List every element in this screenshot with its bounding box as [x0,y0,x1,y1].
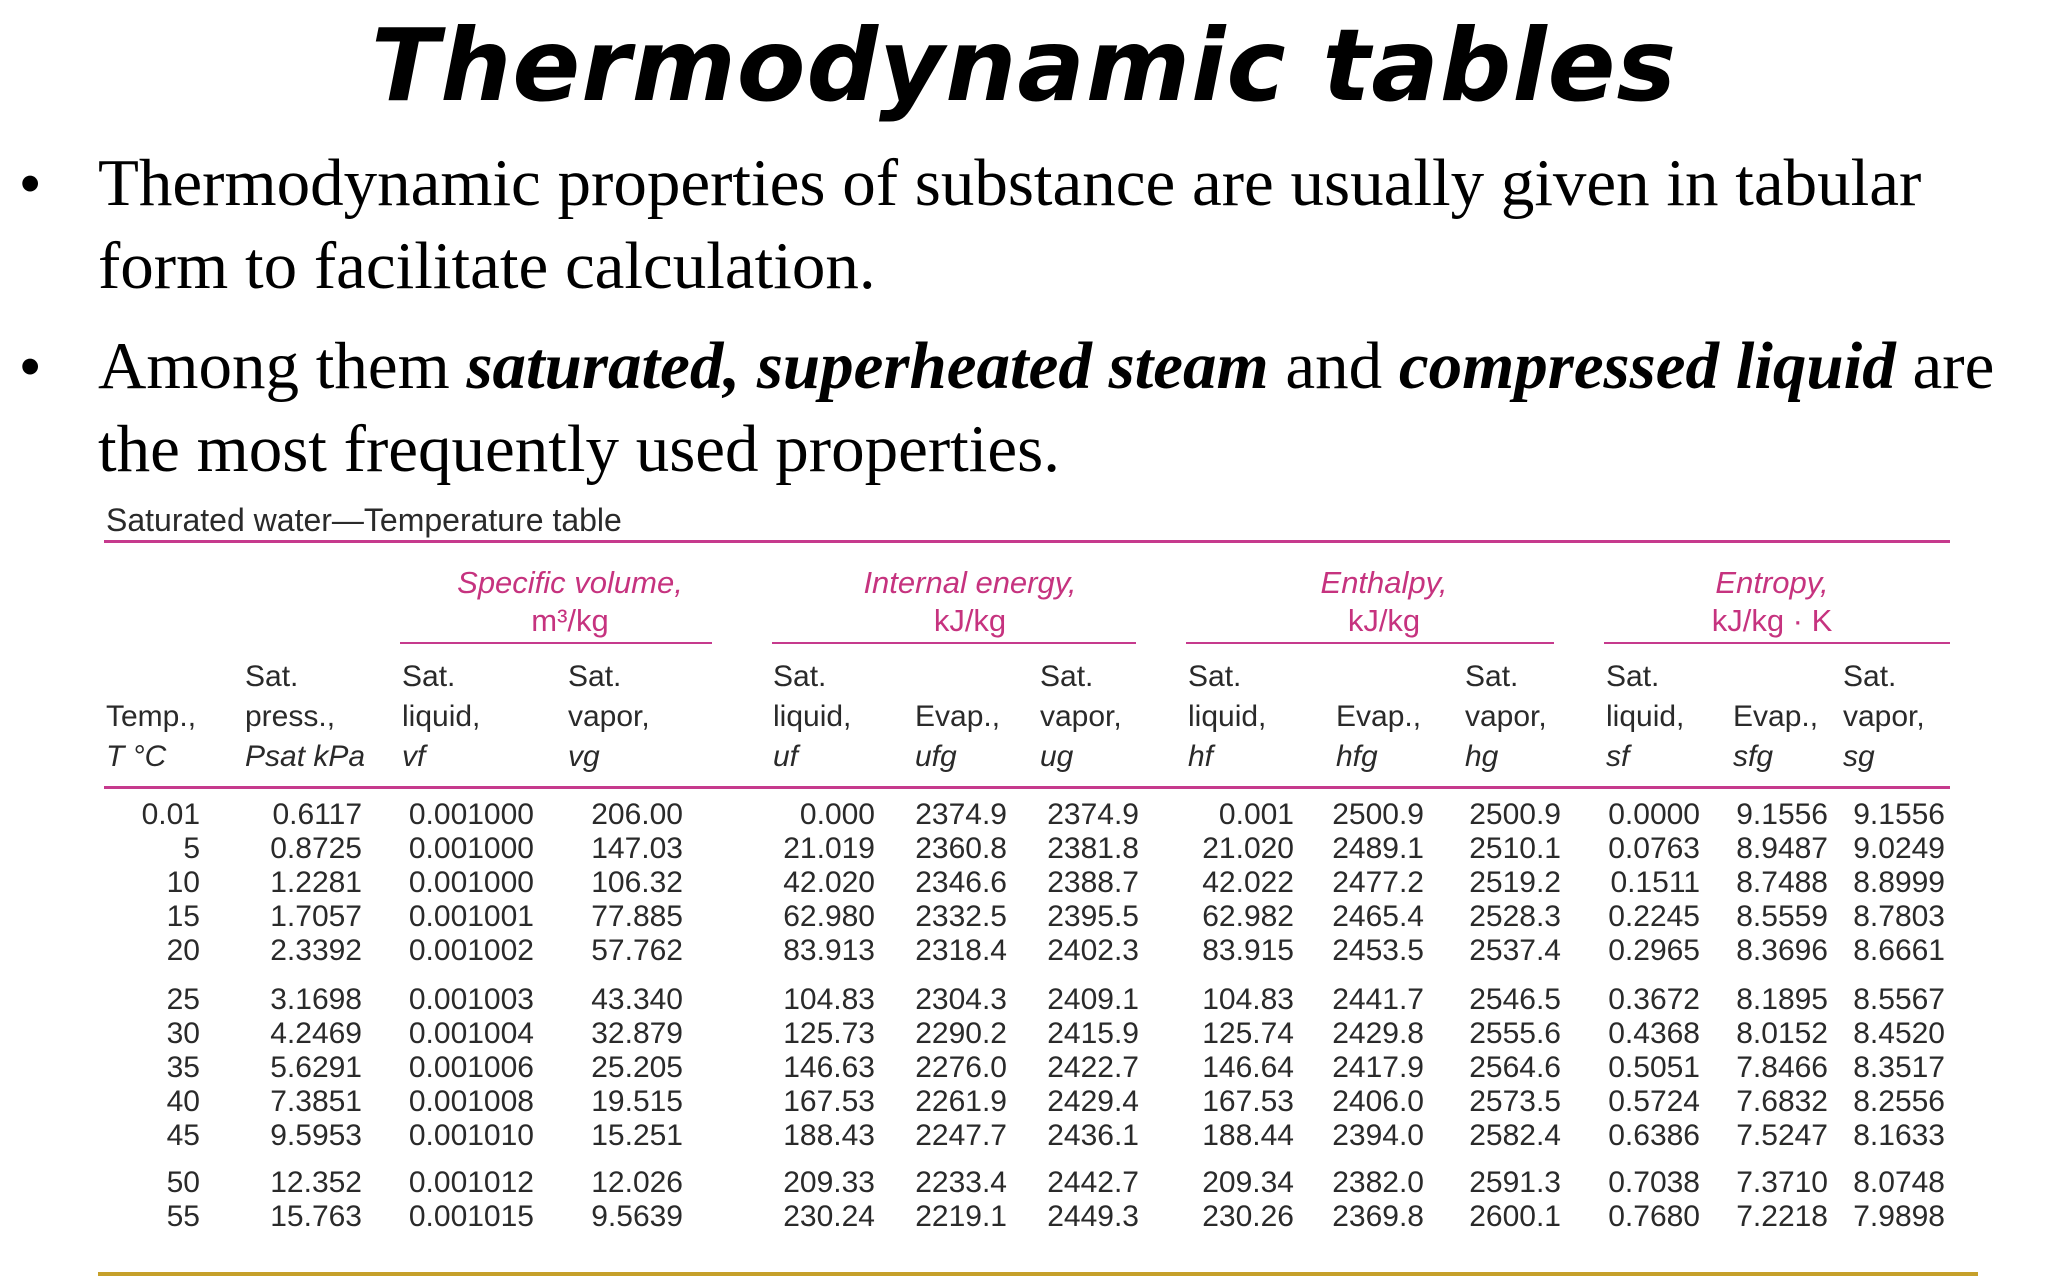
column-header-line: vapor, [1465,700,1547,733]
table-cell: 0.1511 [1610,866,1700,899]
column-header-line: vf [402,740,426,773]
column-header-line: vapor, [568,700,650,733]
group-header-unit: m³/kg [531,603,609,638]
column-header [1465,657,1547,777]
table-cell: 0.01 [141,798,200,831]
table-cell: 2369.8 [1332,1200,1424,1233]
column-header-line: Evap., [915,700,1001,733]
table-cell: 0.4368 [1608,1017,1700,1050]
column-header-line: vg [568,740,600,773]
table-cell: 21.020 [1202,832,1294,865]
table-cell: 8.0748 [1853,1166,1945,1199]
table-cell: 0.0000 [1608,798,1700,831]
column-header [1733,657,1818,777]
table-row [0,1085,1945,1119]
table-cell: 2318.4 [915,934,1007,967]
table-row [0,866,1945,900]
table-row [0,900,1945,934]
table-cell: 2453.5 [1332,934,1424,967]
table-cell: 167.53 [783,1085,875,1118]
column-header-line: Sat. [1465,660,1519,693]
column-header [568,657,650,777]
column-header-line: hf [1188,740,1214,773]
table-cell: 83.915 [1202,934,1294,967]
table-cell: 7.3710 [1736,1166,1828,1199]
table-cell: 1.7057 [270,900,362,933]
table-cell: 2276.0 [915,1051,1007,1084]
column-header-line: liquid, [402,700,481,733]
table-cell: 2489.1 [1332,832,1424,865]
bullet-1 [20,142,2010,308]
table-cell: 206.00 [591,798,683,831]
bullet-dot: • [20,151,41,216]
table-cell: 10 [166,866,200,899]
table-cell: 7.9898 [1853,1200,1945,1233]
table-cell: 40 [166,1085,200,1118]
table-cell: 2546.5 [1469,983,1561,1016]
table-cell: 0.001000 [408,866,534,899]
table-cell: 0.7038 [1608,1166,1700,1199]
table-cell: 2360.8 [915,832,1007,865]
table-row [0,934,1945,968]
table-cell: 0.001002 [408,934,534,967]
column-header [1606,657,1684,777]
group-rule-internal-energy [772,642,1136,644]
column-header-line: Sat. [1843,660,1897,693]
column-header [773,657,851,777]
column-header-line [915,657,1000,697]
column-header-line: sfg [1733,740,1774,773]
column-header [1188,657,1266,777]
table-cell: 8.3517 [1853,1051,1945,1084]
table-cell: 5 [183,832,200,865]
table-cell: 8.9487 [1736,832,1828,865]
column-header-line: Sat. [1040,660,1094,693]
table-cell: 0.5724 [1608,1085,1700,1118]
table-cell: 15.763 [270,1200,362,1233]
table-cell: 57.762 [591,934,683,967]
table-cell: 230.24 [783,1200,875,1233]
table-cell: 8.2556 [1853,1085,1945,1118]
table-cell: 2528.3 [1469,900,1561,933]
table-cell: 2374.9 [1047,798,1139,831]
group-header-enthalpy [1184,564,1584,640]
table-cell: 7.8466 [1736,1051,1828,1084]
table-cell: 19.515 [591,1085,683,1118]
table-cell: 2510.1 [1469,832,1561,865]
column-header [1336,657,1421,777]
table-cell: 8.4520 [1853,1017,1945,1050]
table-cell: 0.5051 [1608,1051,1700,1084]
table-cell: 8.1895 [1736,983,1828,1016]
table-cell: 62.980 [783,900,875,933]
column-header-line: T °C [106,740,167,773]
table-cell: 2406.0 [1332,1085,1424,1118]
table-cell: 188.44 [1202,1119,1294,1152]
table-cell: 2382.0 [1332,1166,1424,1199]
column-header-line: uf [773,740,799,773]
table-row [0,1119,1945,1153]
table-cell: 2247.7 [915,1119,1007,1152]
table-cell: 2261.9 [915,1085,1007,1118]
table-cell: 0.6117 [272,798,362,831]
table-cell: 8.3696 [1736,934,1828,967]
group-rule-entropy [1604,642,1950,644]
table-cell: 15 [166,900,200,933]
table-cell: 0.001010 [408,1119,534,1152]
table-cell: 0.001004 [408,1017,534,1050]
table-cell: 35 [166,1051,200,1084]
column-header-line: liquid, [1606,700,1685,733]
table-cell: 77.885 [591,900,683,933]
table-cell: 0.001012 [408,1166,534,1199]
table-cell: 2304.3 [915,983,1007,1016]
table-cell: 8.1633 [1853,1119,1945,1152]
table-cell: 2600.1 [1469,1200,1561,1233]
table-cell: 9.5639 [591,1200,683,1233]
table-cell: 2449.3 [1047,1200,1139,1233]
table-cell: 15.251 [591,1119,683,1152]
table-cell: 7.2218 [1736,1200,1828,1233]
table-cell: 2582.4 [1469,1119,1561,1152]
table-cell: 2388.7 [1047,866,1139,899]
table-row [0,983,1945,1017]
table-cell: 0.0763 [1608,832,1700,865]
bullet-2 [20,325,2010,491]
table-cell: 0.001003 [408,983,534,1016]
table-top-rule [104,540,1950,543]
table-cell: 8.8999 [1853,866,1945,899]
table-cell: 0.6386 [1608,1119,1700,1152]
table-cell: 45 [166,1119,200,1152]
column-header-line: liquid, [1188,700,1267,733]
table-cell: 25.205 [591,1051,683,1084]
table-cell: 2409.1 [1047,983,1139,1016]
table-cell: 2537.4 [1469,934,1561,967]
column-header-line [1733,657,1818,697]
column-header-line: Evap., [1733,700,1819,733]
table-cell: 8.5559 [1736,900,1828,933]
table-cell: 8.7803 [1853,900,1945,933]
table-cell: 55 [166,1200,200,1233]
group-header-name: Enthalpy, [1320,565,1448,600]
table-cell: 104.83 [783,983,875,1016]
table-cell: 125.74 [1202,1017,1294,1050]
table-cell: 12.352 [270,1166,362,1199]
table-cell: 9.1556 [1736,798,1828,831]
column-header-line: ug [1040,740,1074,773]
table-cell: 7.6832 [1736,1085,1828,1118]
group-rule-specific-volume [400,642,712,644]
table-cell: 0.001000 [408,832,534,865]
table-cell: 43.340 [591,983,683,1016]
table-cell: 2465.4 [1332,900,1424,933]
table-cell: 209.33 [783,1166,875,1199]
group-header-unit: kJ/kg [933,603,1007,638]
table-cell: 2429.8 [1332,1017,1424,1050]
table-cell: 83.913 [783,934,875,967]
table-cell: 2555.6 [1469,1017,1561,1050]
table-cell: 42.020 [783,866,875,899]
table-cell: 2429.4 [1047,1085,1139,1118]
table-cell: 0.001006 [408,1051,534,1084]
table-cell: 32.879 [591,1017,683,1050]
bullet-dot: • [20,334,41,399]
bullet-1-text: Thermodynamic properties of substance are usually given in tabular form to facilitate calculation. [98,146,1922,303]
table-cell: 0.2965 [1608,934,1700,967]
table-cell: 104.83 [1202,983,1294,1016]
column-header-line: Sat. [568,660,622,693]
table-cell: 8.7488 [1736,866,1828,899]
bullet-2-text [98,325,2010,491]
table-cell: 2500.9 [1332,798,1424,831]
table-cell: 2442.7 [1047,1166,1139,1199]
column-header-line: liquid, [773,700,852,733]
column-header-line: press., [245,700,336,733]
column-header-line: vapor, [1843,700,1925,733]
column-header-line: sf [1606,740,1630,773]
column-header-line: Temp., [106,700,197,733]
table-row [0,832,1945,866]
column-header-line: ufg [915,740,957,773]
column-header-line: hg [1465,740,1499,773]
column-header-line: sg [1843,740,1875,773]
table-cell: 2519.2 [1469,866,1561,899]
group-header-name: Specific volume, [457,565,683,600]
table-cell: 2441.7 [1332,983,1424,1016]
bullet-2-emphasis-2: compressed liquid [1398,329,1896,403]
table-cell: 42.022 [1202,866,1294,899]
bullet-2-mid: and [1268,329,1399,403]
table-row [0,1166,1945,1200]
column-header [106,657,196,777]
table-cell: 188.43 [783,1119,875,1152]
table-cell: 2500.9 [1469,798,1561,831]
table-row [0,1017,1945,1051]
table-cell: 8.5567 [1853,983,1945,1016]
table-cell: 2233.4 [915,1166,1007,1199]
table-cell: 0.001001 [408,900,534,933]
table-cell: 0.001008 [408,1085,534,1118]
slide-bottom-rule [98,1272,1978,1276]
table-cell: 2573.5 [1469,1085,1561,1118]
column-header-line: vapor, [1040,700,1122,733]
slide-title: Thermodynamic tables [371,7,1677,124]
table-cell: 7.5247 [1736,1119,1828,1152]
table-cell: 2290.2 [915,1017,1007,1050]
table-cell: 25 [166,983,200,1016]
table-cell: 0.001000 [408,798,534,831]
column-header-line: Evap., [1336,700,1422,733]
table-cell: 9.0249 [1853,832,1945,865]
column-header [245,657,365,777]
column-header-line: Sat. [1606,660,1660,693]
table-cell: 2415.9 [1047,1017,1139,1050]
column-header [1040,657,1122,777]
column-header-line: Sat. [773,660,827,693]
table-cell: 1.2281 [270,866,362,899]
column-header-line [106,657,196,697]
table-cell: 5.6291 [270,1051,362,1084]
table-cell: 50 [166,1166,200,1199]
column-header [1843,657,1925,777]
table-cell: 147.03 [591,832,683,865]
group-header-entropy [1602,564,1942,640]
table-cell: 2374.9 [915,798,1007,831]
table-cell: 2477.2 [1332,866,1424,899]
table-row [0,1200,1945,1234]
table-cell: 2436.1 [1047,1119,1139,1152]
table-cell: 2402.3 [1047,934,1139,967]
table-cell: 230.26 [1202,1200,1294,1233]
table-cell: 4.2469 [270,1017,362,1050]
table-cell: 2394.0 [1332,1119,1424,1152]
table-row [0,1051,1945,1085]
table-cell: 3.1698 [270,983,362,1016]
column-header-line: Sat. [402,660,456,693]
table-cell: 8.6661 [1853,934,1945,967]
table-cell: 146.64 [1202,1051,1294,1084]
table-cell: 0.001015 [408,1200,534,1233]
header-bottom-rule [104,786,1950,789]
table-cell: 2219.1 [915,1200,1007,1233]
table-cell: 146.63 [783,1051,875,1084]
table-cell: 0.001 [1218,798,1294,831]
group-rule-enthalpy [1186,642,1554,644]
table-cell: 106.32 [591,866,683,899]
table-cell: 2332.5 [915,900,1007,933]
group-header-unit: kJ/kg · K [1711,603,1833,638]
table-cell: 2346.6 [915,866,1007,899]
table-row [0,798,1945,832]
table-cell: 62.982 [1202,900,1294,933]
bullet-2-pre: Among them [98,329,467,403]
table-cell: 7.3851 [270,1085,362,1118]
table-cell: 0.3672 [1608,983,1700,1016]
table-cell: 167.53 [1202,1085,1294,1118]
table-cell: 125.73 [783,1017,875,1050]
column-header-line [1336,657,1421,697]
table-cell: 8.0152 [1736,1017,1828,1050]
table-cell: 2591.3 [1469,1166,1561,1199]
table-cell: 2381.8 [1047,832,1139,865]
table-cell: 2422.7 [1047,1051,1139,1084]
table-title: Saturated water—Temperature table [106,502,622,538]
table-cell: 0.7680 [1608,1200,1700,1233]
bullet-2-post: are the most frequently used properties. [98,329,1995,486]
table-cell: 21.019 [783,832,875,865]
table-cell: 0.8725 [270,832,362,865]
table-cell: 209.34 [1202,1166,1294,1199]
group-header-name: Entropy, [1715,565,1829,600]
column-header-line: Psat kPa [245,740,366,773]
table-cell: 30 [166,1017,200,1050]
table-cell: 2395.5 [1047,900,1139,933]
table-cell: 9.1556 [1853,798,1945,831]
column-header-line: Sat. [245,660,299,693]
table-cell: 9.5953 [270,1119,362,1152]
column-header-line: Sat. [1188,660,1242,693]
table-cell: 2564.6 [1469,1051,1561,1084]
group-header-unit: kJ/kg [1347,603,1421,638]
table-cell: 2.3392 [270,934,362,967]
table-cell: 2417.9 [1332,1051,1424,1084]
table-cell: 12.026 [591,1166,683,1199]
column-header-line: hfg [1336,740,1378,773]
group-header-name: Internal energy, [863,565,1077,600]
table-cell: 0.2245 [1608,900,1700,933]
table-cell: 20 [166,934,200,967]
group-header-specific-volume [400,564,740,640]
bullet-2-emphasis-1: saturated, superheated steam [466,329,1269,403]
table-cell: 0.000 [799,798,875,831]
column-header [915,657,1000,777]
group-header-internal-energy [770,564,1170,640]
column-header [402,657,480,777]
